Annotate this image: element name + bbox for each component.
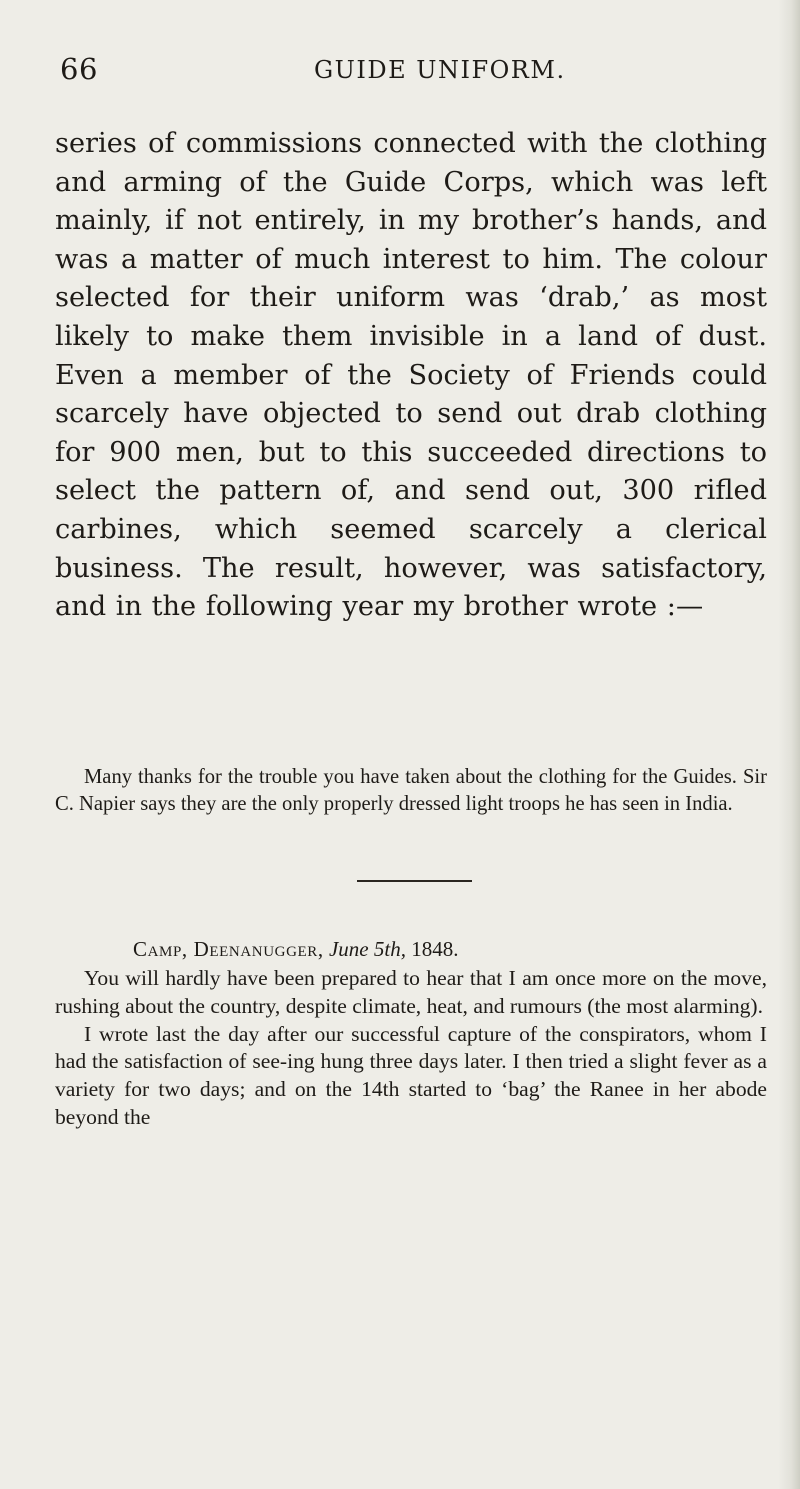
letter-date: June 5th, [328, 937, 406, 961]
body-paragraph-block [55, 125, 767, 627]
body-paragraph: series of commissions connected with the clothing and arming of the Guide Corps, which was left mainly, if not entirely, in my brother’s hands, and was a matter of much interest to him. The colour selected for their uniform was ‘drab,’ as most likely to make them invisible in a land of dust. Even a member of the Society of Friends could scarcely have objected to send out drab clothing for 900 men, but to this succeeded directions to select the pattern of, and send out, 300 rifled carbines, which seemed scarcely a clerical business. The result, however, was satisfactory, and in the following year my brother wrote :— [55, 128, 767, 623]
letter-place: Camp, Deenanugger, [133, 937, 324, 961]
page-edge-shadow [778, 0, 800, 1489]
letter-year: 1848. [411, 937, 459, 961]
section-divider-rule [357, 880, 472, 882]
quote-paragraph: Many thanks for the trouble you have taken about the clothing for the Guides. Sir C. Napier says they are the only properly dressed light troops he has seen in India. [55, 766, 767, 816]
page-header [60, 52, 790, 92]
letter-body [55, 965, 767, 1132]
block-quote [55, 764, 767, 819]
page-number: 66 [60, 52, 98, 86]
letter-paragraph: You will hardly have been prepared to hear that I am once more on the move, rushing about the country, despite climate, heat, and rumours (the most alarming). [55, 966, 767, 1018]
letter-paragraph: I wrote last the day after our successful capture of the conspirators, whom I had the satisfaction of see-ing hung three days later. I then tried a slight fever as a variety for two days; and on the 14th started to ‘bag’ the Ranee in her abode beyond the [55, 1021, 767, 1129]
running-head: GUIDE UNIFORM. [314, 56, 566, 84]
